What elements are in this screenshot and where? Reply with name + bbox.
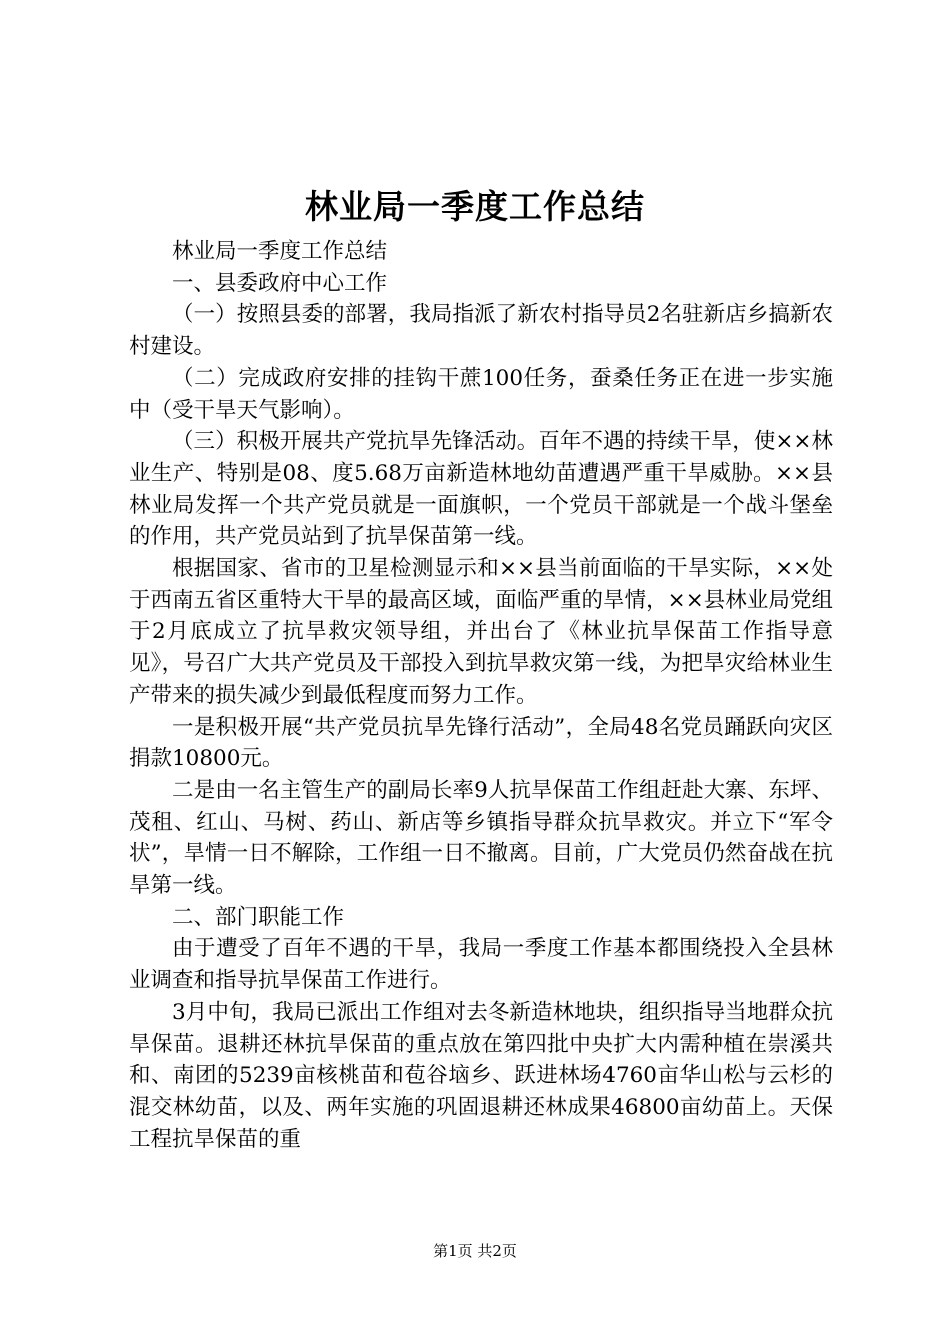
section-heading-1: 一、县委政府中心工作 — [172, 270, 388, 296]
paragraph-heading-repeat: 林业局一季度工作总结 — [172, 239, 388, 264]
paragraph: （二）完成政府安排的挂钩干蔗100任务，蚕桑任务正在进一步实施中（受干旱天气影响）。 — [129, 365, 833, 423]
paragraph: （一）按照县委的部署，我局指派了新农村指导员2名驻新店乡搞新农村建设。 — [129, 302, 833, 360]
paragraph: （三）积极开展共产党抗旱先锋活动。百年不遇的持续干旱，使××林业生产、特别是08、度5.68万亩新造林地幼苗遭遇严重干旱威胁。××县林业局发挥一个共产党员就是一面旗帜，一个党员干部就是一个战斗堡垒的作用，共产党员站到了抗旱保苗第一线。 — [129, 429, 833, 550]
paragraph: 二是由一名主管生产的副局长率9人抗旱保苗工作组赶赴大寨、东坪、茂租、红山、马树、药山、新店等乡镇指导群众抗旱救灾。并立下“军令状”，旱情一日不解除，工作组一日不撤离。目前，广大党员仍然奋战在抗旱第一线。 — [129, 777, 833, 899]
paragraph: 由于遭受了百年不遇的干旱，我局一季度工作基本都围绕投入全县林业调查和指导抗旱保苗工作进行。 — [129, 936, 833, 994]
paragraph: 根据国家、省市的卫星检测显示和××县当前面临的干旱实际，××处于西南五省区重特大干旱的最高区域，面临严重的旱情，××县林业局党组于2月底成立了抗旱救灾领导组，并出台了《林业抗旱保苗工作指导意见》，号召广大共产党员及干部投入到抗旱救灾第一线，为把旱灾给林业生产带来的损失减少到最低程度而努力工作。 — [129, 556, 833, 708]
page-number-footer: 第1页 共2页 — [433, 1242, 517, 1260]
paragraph: 3月中旬，我局已派出工作组对去冬新造林地块，组织指导当地群众抗旱保苗。退耕还林抗旱保苗的重点放在第四批中央扩大内需种植在崇溪共和、南团的5239亩核桃苗和苞谷垴乡、跃进林场4760亩华山松与云杉的混交林幼苗，以及、两年实施的巩固退耕还林成果46800亩幼苗上。天保工程抗旱保苗的重 — [129, 999, 833, 1152]
document-body — [129, 236, 833, 1155]
section-heading-2: 二、部门职能工作 — [172, 904, 345, 930]
document-title: 林业局一季度工作总结 — [305, 187, 645, 226]
paragraph: 一是积极开展“共产党员抗旱先锋行活动”，全局48名党员踊跃向灾区捐款10800元。 — [129, 714, 833, 772]
